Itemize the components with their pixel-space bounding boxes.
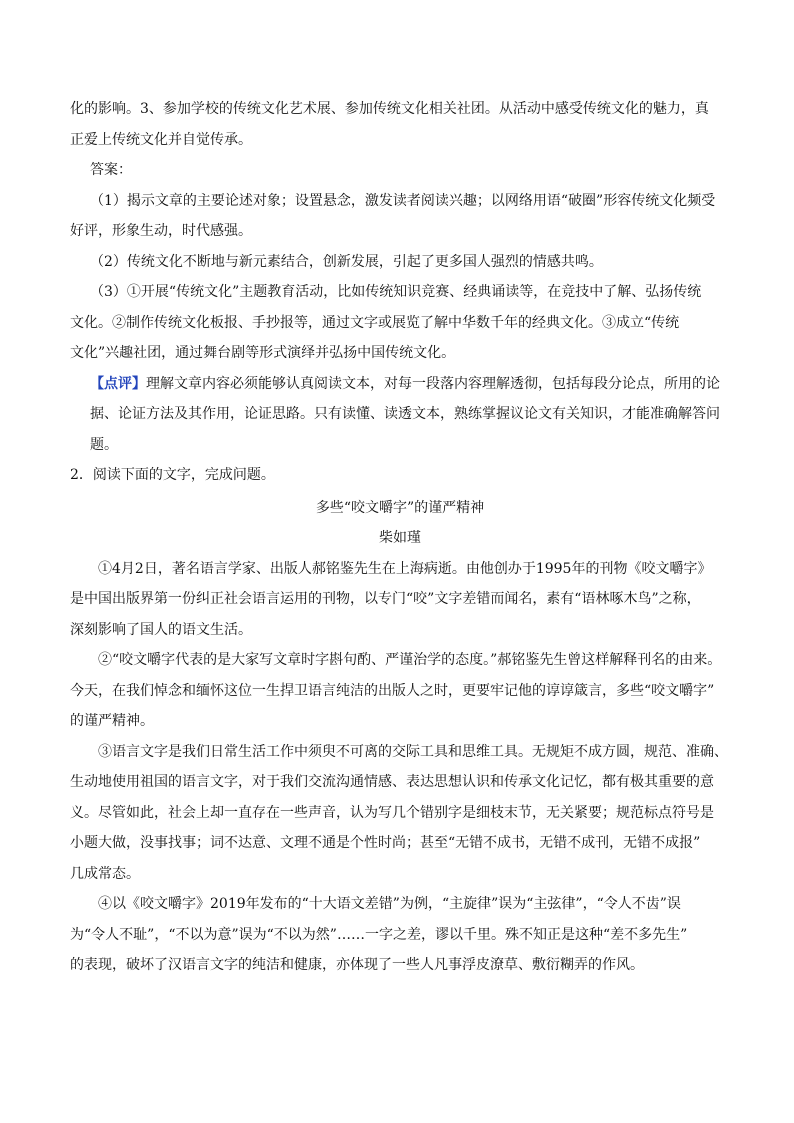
comment-line: 题。 bbox=[90, 436, 118, 453]
comment-line: 据、论证方法及其作用，论证思路。只有读懂、读透文本，熟练掌握议论文有关知识，才能准确解答问 bbox=[90, 406, 720, 422]
answer-item-1-cont: 好评，形象生动，时代感强。 bbox=[70, 223, 252, 239]
comment-text: 理解文章内容必须能够认真阅读文本，对每一段落内容理解透彻，包括每段分论点，所用的论 bbox=[146, 375, 720, 392]
paragraph-3: ③语言文字是我们日常生活工作中须臾不可离的交际工具和思维工具。无规矩不成方圆，规范、准确、 bbox=[98, 743, 728, 760]
paragraph-4-cont: 为“令人不耻”，“不以为意”误为“不以为然”……一字之差，谬以千里。殊不知正是这种“差不多先生” bbox=[70, 926, 688, 943]
text-line: 化的影响。3、参加学校的传统文化艺术展、参加传统文化相关社团。从活动中感受传统文化的魅力，真 bbox=[70, 101, 709, 117]
paragraph-3-cont: 几成常态。 bbox=[70, 865, 140, 882]
document-page bbox=[70, 94, 730, 981]
paragraph-2-cont: 今天，在我们悼念和缅怀这位一生捍卫语言纯洁的出版人之时，更要牢记他的谆谆箴言，多些“咬文嚼字” bbox=[70, 682, 715, 699]
answer-item-2: （2）传统文化不断地与新元素结合，创新发展，引起了更多国人强烈的情感共鸣。 bbox=[90, 253, 603, 270]
paragraph-2-cont: 的谨严精神。 bbox=[70, 713, 154, 729]
previous-answer-continuation bbox=[70, 94, 730, 155]
question-2 bbox=[70, 460, 730, 554]
paragraph-4-cont: 的表现，破坏了汉语言文字的纯洁和健康，亦体现了一些人凡事浮皮潦草、敷衍糊弄的作风。 bbox=[70, 957, 644, 973]
answer-label: 答案： bbox=[90, 162, 132, 178]
text-line: 正爱上传统文化并自觉传承。 bbox=[70, 131, 252, 148]
paragraph-3-cont: 义。尽管如此，社会上却一直存在一些声音，认为写几个错别字是细枝末节，无关紧要；规范标点符号是 bbox=[70, 804, 714, 821]
question-stem: 2．阅读下面的文字，完成问题。 bbox=[70, 467, 275, 483]
paragraph-1: ①4月2日，著名语言学家、出版人郝铭鉴先生在上海病逝。由他创办于1995年的刊物《咬文嚼字》 bbox=[98, 560, 712, 577]
answer-item-3: （3）①开展“传统文化”主题教育活动，比如传统知识竞赛、经典诵读等，在竞技中了解、弘扬传统 bbox=[90, 284, 702, 300]
article-title: 多些“咬文嚼字”的谨严精神 bbox=[315, 499, 485, 516]
paragraph-4: ④以《咬文嚼字》2019年发布的“十大语文差错”为例，“主旋律”误为“主弦律”，“令人不齿”误 bbox=[98, 896, 681, 912]
paragraph-3-cont: 小题大做，没事找事；词不达意、文理不通是个性时尚；甚至“无错不成书，无错不成刊，无错不成报” bbox=[70, 835, 701, 851]
paragraph-1-cont: 深刻影响了国人的语文生活。 bbox=[70, 621, 252, 638]
answer-section bbox=[70, 155, 730, 369]
paragraph-2: ②“咬文嚼字代表的是大家写文章时字斟句酌、严谨治学的态度。”郝铭鉴先生曾这样解释刊名的由来。 bbox=[98, 652, 722, 668]
comment-line bbox=[70, 369, 730, 400]
answer-item-3-cont: 文化”兴趣社团，通过舞台剧等形式演绎并弘扬中国传统文化。 bbox=[70, 345, 456, 361]
answer-item-1: （1）揭示文章的主要论述对象；设置悬念，激发读者阅读兴趣；以网络用语“破圈”形容传统文化频受 bbox=[90, 192, 716, 209]
answer-item-3-cont: 文化。②制作传统文化板报、手抄报等，通过文字或展览了解中华数千年的经典文化。③成立“传统 bbox=[70, 314, 680, 331]
paragraph-1-cont: 是中国出版界第一份纠正社会语言运用的刊物，以专门“咬”文字差错而闻名，素有“语林啄木鸟”之称， bbox=[70, 591, 701, 607]
comment-section bbox=[70, 369, 730, 461]
comment-tag: 【点评】 bbox=[90, 375, 146, 392]
paragraph-3-cont: 生动地使用祖国的语言文字，对于我们交流沟通情感、表达思想认识和传承文化记忆，都有极其重要的意 bbox=[70, 774, 714, 790]
article-author: 柴如瑾 bbox=[379, 530, 421, 546]
article-body bbox=[70, 554, 730, 981]
